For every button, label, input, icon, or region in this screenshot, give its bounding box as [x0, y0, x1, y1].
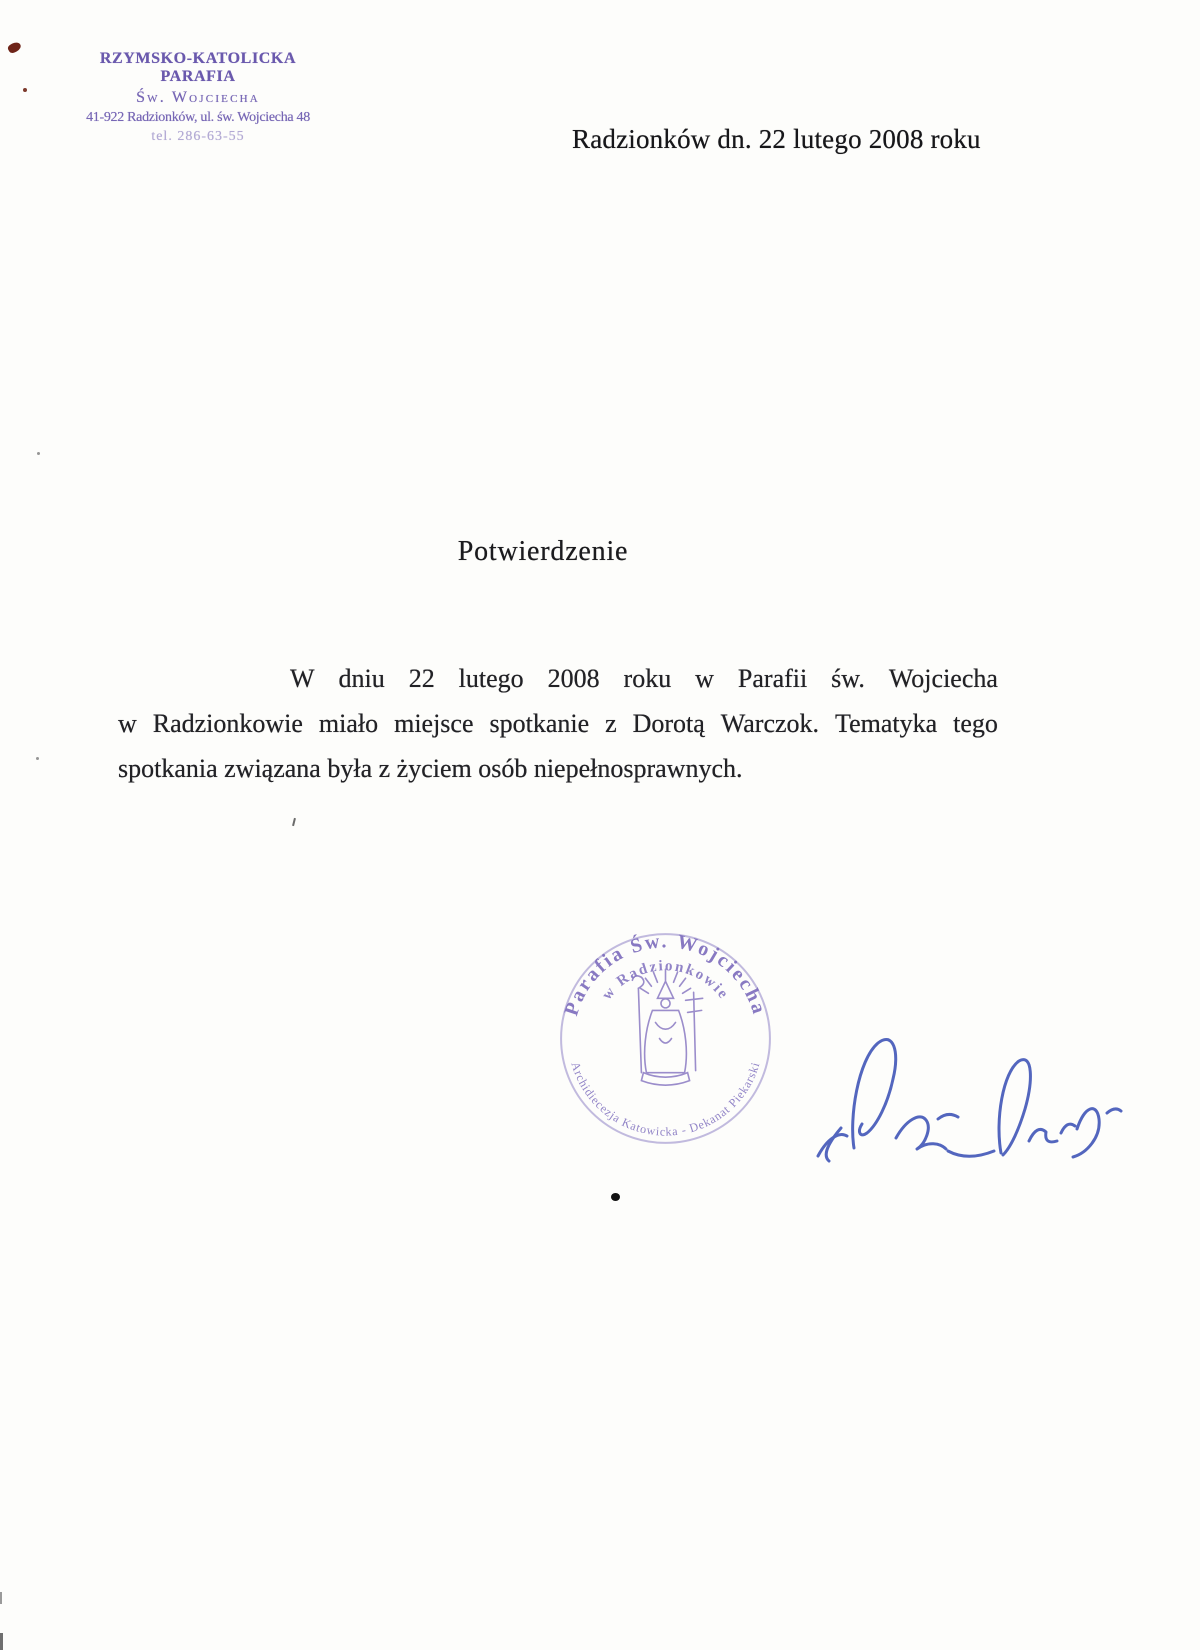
svg-text:Archidiecezja Katowicka - Deka: [568, 1060, 762, 1139]
parish-address-line: 41-922 Radzionków, ul. św. Wojciecha 48: [86, 110, 310, 125]
seal-arc-top-text: Parafia Św. Wojciecha: [560, 930, 771, 1019]
round-parish-seal: [543, 916, 788, 1161]
ink-speck-small: [23, 88, 27, 92]
margin-dot: [37, 452, 40, 455]
scan-edge-mark: [0, 1592, 2, 1604]
seal-arc-bottom-text: Archidiecezja Katowicka - Dekanat Piekarski: [568, 1059, 763, 1139]
letterhead-stamp: [72, 50, 324, 145]
ink-speck: [7, 40, 23, 54]
scan-edge-mark: [0, 1633, 3, 1650]
margin-dot: [36, 757, 39, 760]
dateline: Radzionków dn. 22 lutego 2008 roku: [572, 124, 981, 154]
parish-patron-line: Św. Wojciecha: [136, 89, 260, 106]
seal-arc-middle-text: w Radzionkowie: [599, 958, 732, 1004]
parish-phone-line: tel. 286-63-55: [151, 129, 245, 144]
body-line-2: w Radzionkowie miało miejsce spotkanie z Dorotą Warczok. Tematyka tego: [118, 709, 998, 738]
handwritten-signature: [788, 1020, 1124, 1168]
body-line-1: W dniu 22 lutego 2008 roku w Parafii św. Wojciecha: [290, 664, 998, 693]
stray-tick-mark: [292, 818, 296, 826]
body-line-3: spotkania związana była z życiem osób niepełnosprawnych.: [118, 754, 743, 783]
bishop-figure-icon: [632, 969, 702, 1085]
body-paragraph: [118, 656, 998, 791]
parish-name-line: RZYMSKO-KATOLICKA PARAFIA: [99, 50, 297, 85]
document-title: Potwierdzenie: [457, 536, 629, 567]
stray-black-dot: [611, 1193, 620, 1201]
